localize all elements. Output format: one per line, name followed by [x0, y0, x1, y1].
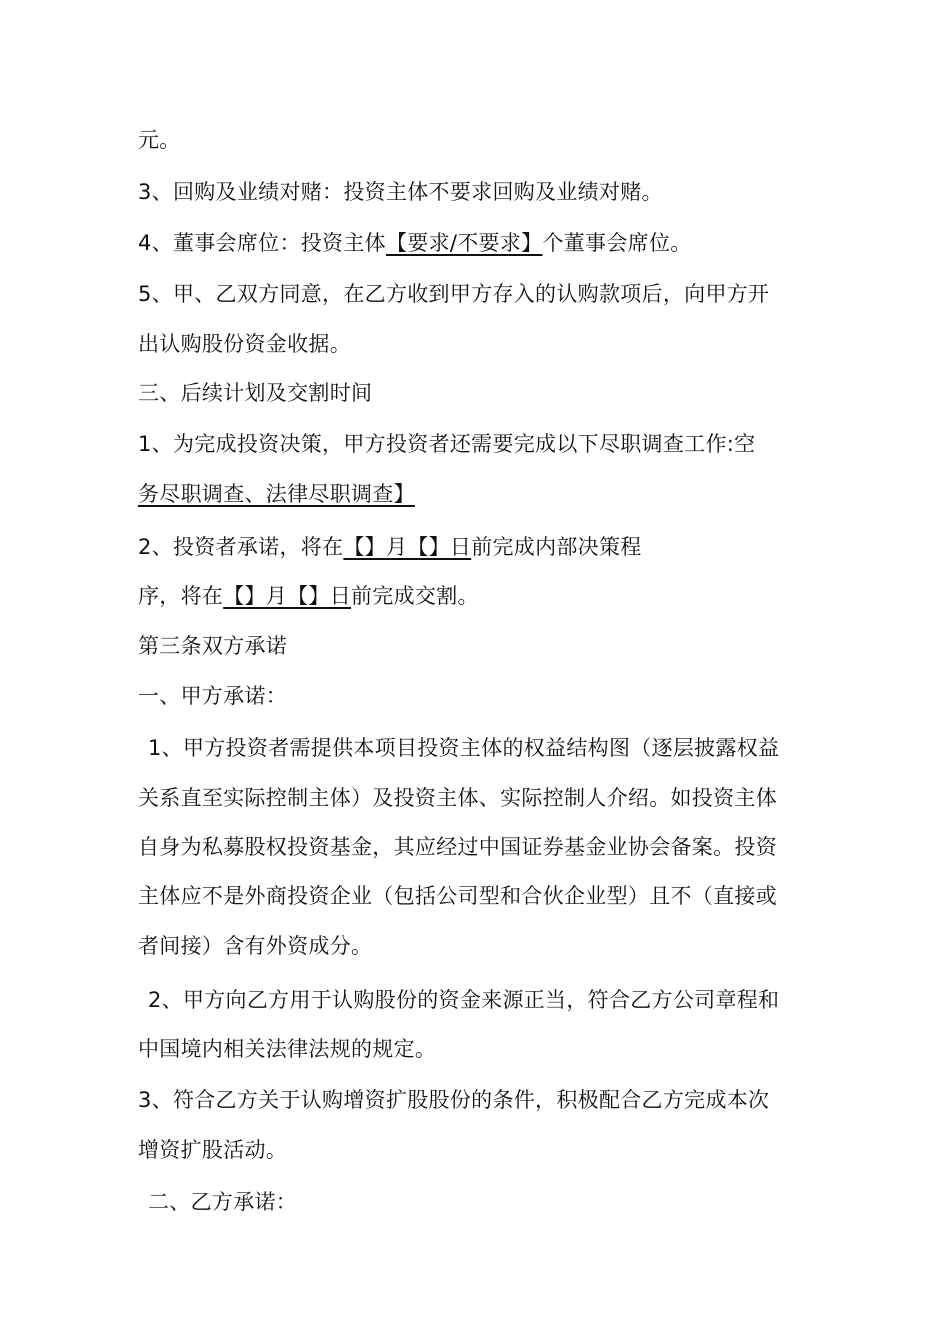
text-run: 二、乙方承诺： [148, 1190, 298, 1214]
paragraph-line [138, 881, 818, 911]
text-run: 第三条双方承诺 [138, 634, 288, 658]
text-run: 1、甲方投资者需提供本项目投资主体的权益结构图（逐层披露权益 [148, 736, 780, 760]
paragraph-line [138, 1085, 818, 1115]
paragraph-line [138, 1135, 818, 1165]
text-run: 者间接）含有外资成分。 [138, 934, 373, 958]
fill-in-blank: 务尽职调查、法律尽职调查】 [138, 482, 415, 506]
paragraph-line [138, 1034, 818, 1064]
paragraph-line [138, 429, 818, 459]
text-run: 3、符合乙方关于认购增资扩股股份的条件，积极配合乙方完成本次 [138, 1088, 770, 1112]
paragraph-line [138, 783, 818, 813]
section-heading [138, 378, 818, 408]
paragraph-line [138, 931, 818, 961]
text-run: 元。 [138, 128, 181, 152]
text-run: 序，将在 [138, 584, 224, 608]
text-run: 2、甲方向乙方用于认购股份的资金来源正当，符合乙方公司章程和 [148, 988, 780, 1012]
paragraph-line [138, 125, 818, 155]
fill-in-blank: 【要求/不要求】 [385, 231, 543, 255]
paragraph-line [138, 228, 818, 258]
text-run: 个董事会席位。 [542, 231, 692, 255]
text-run: 4、董事会席位：投资主体 [138, 231, 386, 255]
paragraph-line [138, 177, 818, 207]
article-heading [138, 631, 818, 661]
text-run: 自身为私募股权投资基金，其应经过中国证券基金业协会备案。投资 [138, 835, 777, 859]
text-run: 一、甲方承诺： [138, 684, 288, 708]
fill-in-blank: 【】月【】日 [343, 535, 472, 559]
paragraph-line [138, 832, 818, 862]
text-run: 5、甲、乙双方同意，在乙方收到甲方存入的认购款项后，向甲方开 [138, 282, 770, 306]
text-run: 3、回购及业绩对赌：投资主体不要求回购及业绩对赌。 [138, 180, 663, 204]
fill-in-blank: 【】月【】日 [223, 584, 352, 608]
paragraph-line [138, 479, 818, 509]
text-run: 前完成内部决策程 [471, 535, 642, 559]
paragraph-line [138, 532, 818, 562]
text-run: 增资扩股活动。 [138, 1138, 288, 1162]
section-heading [148, 1187, 828, 1217]
text-run: 中国境内相关法律法规的规定。 [138, 1037, 437, 1061]
text-run: 2、投资者承诺，将在 [138, 535, 344, 559]
paragraph-line [148, 985, 828, 1015]
paragraph-line [138, 329, 818, 359]
text-run: 三、后续计划及交割时间 [138, 381, 373, 405]
paragraph-line [138, 581, 818, 611]
section-heading [138, 681, 818, 711]
text-run: 1、为完成投资决策，甲方投资者还需要完成以下尽职调查工作:空 [138, 432, 756, 456]
text-run: 出认购股份资金收据。 [138, 332, 351, 356]
text-run: 前完成交割。 [351, 584, 479, 608]
text-run: 主体应不是外商投资企业（包括公司型和合伙企业型）且不（直接或 [138, 884, 777, 908]
paragraph-line [148, 733, 828, 763]
text-run: 关系直至实际控制主体）及投资主体、实际控制人介绍。如投资主体 [138, 786, 777, 810]
paragraph-line [138, 279, 818, 309]
